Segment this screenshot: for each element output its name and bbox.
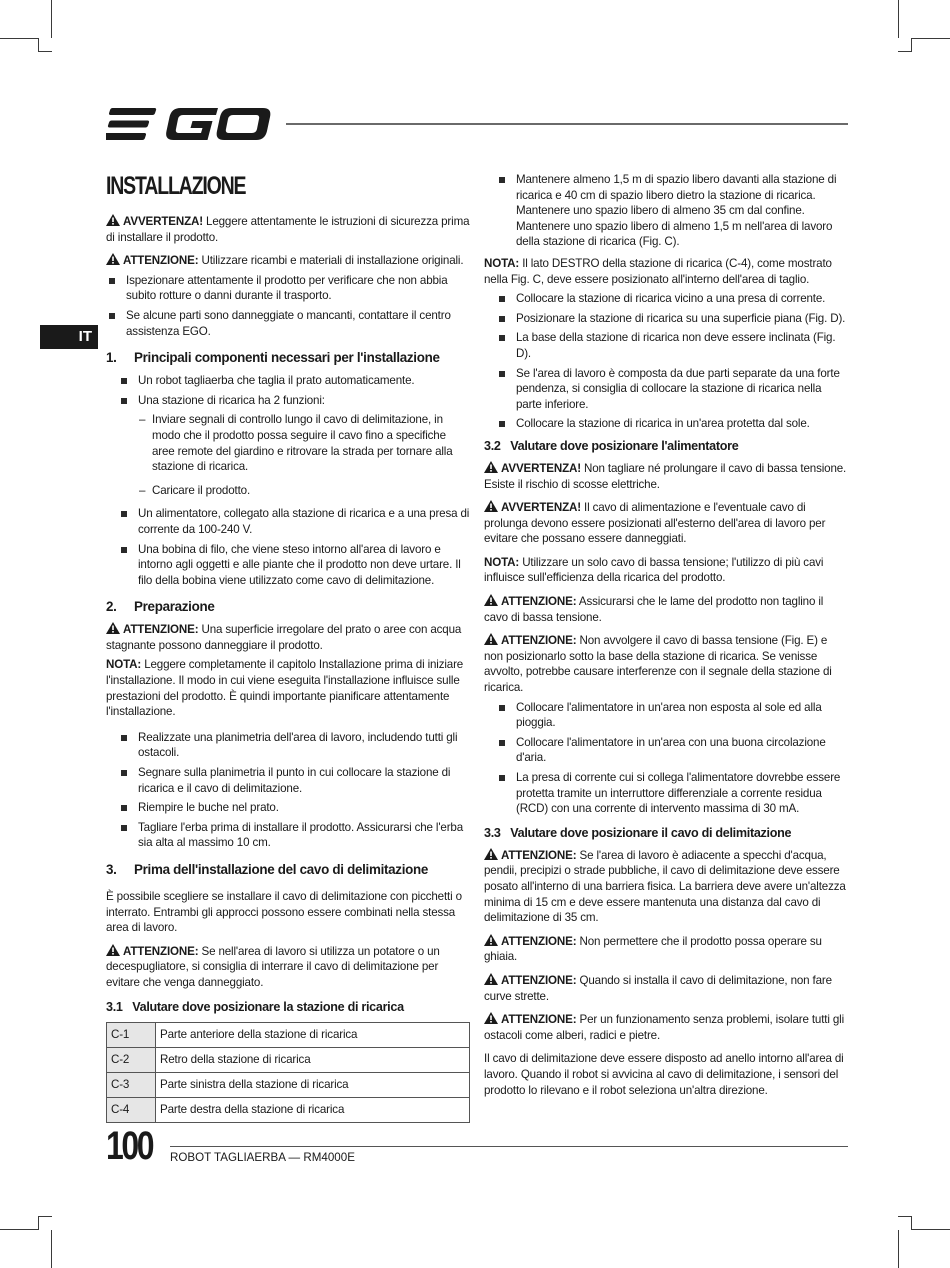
clearance-bullet-list bbox=[484, 172, 848, 250]
crop-mark bbox=[912, 38, 950, 39]
charging-station-parts-table bbox=[106, 1022, 470, 1123]
attention-label: ATTENZIONE: bbox=[123, 254, 199, 268]
attention-text: Per un funzionamento senza problemi, isolare tutti gli ostacoli come alberi, radici e pietre. bbox=[484, 1013, 845, 1042]
note-text: Leggere completamente il capitolo Installazione prima di iniziare l'installazione. Il modo in cui viene eseguita l'installazione influisce sulle prestazioni del prodotto. È quindi importante pianificare attentamente l'installazione. bbox=[106, 658, 464, 719]
attention-text: Una superficie irregolare del prato o aree con acqua stagnante possono danneggiare il prodotto. bbox=[106, 623, 462, 652]
attention-label: ATTENZIONE: bbox=[501, 595, 577, 609]
crop-mark bbox=[38, 38, 39, 52]
page-title: INSTALLAZIONE bbox=[106, 172, 246, 200]
intro-bullet-list bbox=[106, 273, 470, 339]
table-row: C-4 Parte destra della stazione di ricarica bbox=[107, 1097, 470, 1122]
attention-text: Assicurarsi che le lame del prodotto non taglino il cavo di bassa tensione. bbox=[484, 595, 824, 624]
list-item: Ispezionare attentamente il prodotto per verificare che non abbia subito rotture o danni durante il trasporto. bbox=[106, 273, 470, 304]
components-bullet-list-2 bbox=[106, 506, 470, 588]
warning-label: AVVERTENZA! bbox=[123, 215, 203, 228]
attention-paragraph bbox=[484, 1012, 848, 1043]
note-paragraph bbox=[484, 555, 848, 586]
list-item: Segnare sulla planimetria il punto in cui collocare la stazione di ricarica e il cavo di delimitazione. bbox=[106, 765, 470, 796]
list-item: Un alimentatore, collegato alla stazione di ricarica e a una presa di corrente da 100-240 V. bbox=[106, 506, 470, 537]
attention-paragraph bbox=[484, 934, 848, 965]
list-item: Mantenere almeno 1,5 m di spazio libero davanti alla stazione di ricarica e 40 cm di spazio libero dietro la stazione di ricarica. Mantenere uno spazio libero di almeno 35 cm dal confine. Mantenere uno spazio libero di almeno 1,5 m nell'area di lavoro della stazione di ricarica (Fig. C). bbox=[484, 172, 848, 250]
crop-mark bbox=[898, 51, 912, 52]
table-row: C-1 Parte anteriore della stazione di ricarica bbox=[107, 1022, 470, 1047]
list-item: Riempire le buche nel prato. bbox=[106, 800, 470, 816]
warning-text: Non tagliare né prolungare il cavo di bassa tensione. Esiste il rischio di scosse elettriche. bbox=[484, 461, 847, 491]
warning-label: AVVERTENZA! bbox=[501, 501, 581, 515]
crop-mark bbox=[0, 38, 38, 39]
list-item: – Inviare segnali di controllo lungo il cavo di delimitazione, in modo che il prodotto possa seguire il cavo fino a specifiche aree remote del giardino e ritrovare la strada per tornare alla stazione di ricarica. bbox=[139, 413, 453, 474]
right-column bbox=[484, 172, 848, 1106]
warning-paragraph bbox=[484, 461, 848, 492]
table-row: C-3 Parte sinistra della stazione di ricarica bbox=[107, 1072, 470, 1097]
preparation-bullet-list bbox=[106, 730, 470, 851]
section-heading-1: 1. Principali componenti necessari per l'installazione bbox=[106, 350, 440, 366]
attention-text: Se l'area di lavoro è adiacente a specchi d'acqua, pendii, precipizi o strade pubbliche, il cavo di delimitazione deve essere posato all'interno di una barriera fisica. La barriera deve avere un'altezza minima di 15 cm e deve essere mantenuta una distanza dal cavo di delimitazione di 35 cm. bbox=[484, 848, 846, 925]
crop-mark bbox=[911, 38, 912, 52]
note-label: NOTA: bbox=[484, 256, 520, 270]
crop-mark bbox=[898, 1216, 912, 1217]
note-text: Utilizzare un solo cavo di bassa tensione; l'utilizzo di più cavi influisce sull'efficienza della ricarica del prodotto. bbox=[484, 555, 824, 585]
attention-label: ATTENZIONE: bbox=[501, 1013, 577, 1027]
functions-dash-list bbox=[106, 412, 470, 498]
subsection-heading-3-1: 3.1 Valutare dove posizionare la stazione di ricarica bbox=[106, 999, 404, 1014]
note-paragraph bbox=[484, 256, 848, 287]
section-heading-3: 3. Prima dell'installazione del cavo di delimitazione bbox=[106, 862, 429, 877]
crop-mark bbox=[51, 0, 52, 38]
crop-mark bbox=[898, 1230, 899, 1268]
footer-rule bbox=[170, 1146, 848, 1147]
section-heading-2: 2. Preparazione bbox=[106, 599, 215, 615]
subsection-heading-3-2: 3.2 Valutare dove posizionare l'alimentatore bbox=[484, 438, 739, 453]
list-item: Un robot tagliaerba che taglia il prato automaticamente. bbox=[106, 373, 470, 389]
attention-paragraph bbox=[106, 944, 470, 991]
note-label: NOTA: bbox=[106, 658, 142, 672]
list-item: Tagliare l'erba prima di installare il prodotto. Assicurarsi che l'erba sia alta al massimo 10 cm. bbox=[106, 820, 470, 851]
list-item: Collocare l'alimentatore in un'area non esposta al sole ed alla pioggia. bbox=[484, 700, 848, 731]
attention-label: ATTENZIONE: bbox=[501, 973, 577, 987]
crop-mark bbox=[38, 1216, 39, 1230]
list-item: Posizionare la stazione di ricarica su una superficie piana (Fig. D). bbox=[484, 311, 848, 327]
note-text: Il lato DESTRO della stazione di ricarica (C-4), come mostrato nella Fig. C, deve essere posizionato all'interno dell'area di taglio. bbox=[484, 256, 832, 286]
attention-label: ATTENZIONE: bbox=[501, 934, 577, 948]
list-item: La base della stazione di ricarica non deve essere inclinata (Fig. D). bbox=[484, 330, 848, 361]
attention-paragraph bbox=[484, 848, 848, 926]
footer-product-label: ROBOT TAGLIAERBA — RM4000E bbox=[170, 1151, 355, 1164]
warning-triangle-icon bbox=[484, 500, 498, 512]
crop-mark bbox=[38, 51, 52, 52]
warning-triangle-icon bbox=[106, 253, 120, 265]
subsection-heading-3-3: 3.3 Valutare dove posizionare il cavo di delimitazione bbox=[484, 825, 792, 840]
crop-mark bbox=[911, 1216, 912, 1230]
crop-mark bbox=[51, 1230, 52, 1268]
attention-text: Se nell'area di lavoro si utilizza un potatore o un decespugliatore, si consiglia di interrare il cavo di delimitazione per evitare che venga danneggiato. bbox=[106, 944, 440, 989]
warning-triangle-icon bbox=[484, 633, 498, 645]
left-column bbox=[106, 170, 470, 1123]
body-paragraph: Il cavo di delimitazione deve essere disposto ad anello intorno all'area di lavoro. Quando il robot si avvicina al cavo di delimitazione, i sensori del prodotto lo rilevano e il robot seleziona un'altra direzione. bbox=[484, 1052, 844, 1097]
warning-triangle-icon bbox=[484, 594, 498, 606]
list-item: Se l'area di lavoro è composta da due parti separate da una forte pendenza, si consiglia di collocare la stazione di ricarica nella parte inferiore. bbox=[484, 366, 848, 413]
list-item: Una bobina di filo, che viene steso intorno all'area di lavoro e intorno agli oggetti e alle piante che il prodotto non deve urtare. Il filo della bobina viene utilizzato come cavo di delimitazione. bbox=[106, 542, 470, 589]
components-bullet-list bbox=[106, 373, 470, 408]
list-item: Collocare l'alimentatore in un'area con una buona circolazione d'aria. bbox=[484, 735, 848, 766]
warning-triangle-icon bbox=[484, 934, 498, 946]
crop-mark bbox=[0, 1229, 38, 1230]
crop-mark bbox=[912, 1229, 950, 1230]
language-tab: IT bbox=[40, 325, 98, 349]
crop-mark bbox=[898, 0, 899, 38]
list-item: – Caricare il prodotto. bbox=[139, 483, 251, 497]
header-rule bbox=[286, 123, 848, 125]
warning-triangle-icon bbox=[106, 214, 120, 226]
page-number: 100 bbox=[106, 1124, 153, 1168]
warning-triangle-icon bbox=[484, 848, 498, 860]
warning-triangle-icon bbox=[484, 461, 498, 473]
warning-text: Leggere attentamente le istruzioni di sicurezza prima di installare il prodotto. bbox=[106, 215, 470, 244]
attention-text: Utilizzare ricambi e materiali di installazione originali. bbox=[201, 254, 464, 268]
attention-paragraph bbox=[484, 973, 848, 1004]
warning-triangle-icon bbox=[484, 1012, 498, 1024]
warning-label: AVVERTENZA! bbox=[501, 461, 581, 475]
list-item: Collocare la stazione di ricarica vicino a una presa di corrente. bbox=[484, 291, 848, 307]
ego-logo bbox=[106, 104, 276, 144]
warning-triangle-icon bbox=[106, 944, 120, 956]
list-item: Collocare la stazione di ricarica in un'area protetta dal sole. bbox=[484, 416, 848, 432]
table-row: C-2 Retro della stazione di ricarica bbox=[107, 1047, 470, 1072]
warning-paragraph bbox=[106, 214, 470, 245]
attention-paragraph bbox=[106, 253, 470, 269]
attention-paragraph bbox=[106, 622, 470, 653]
attention-text: Quando si installa il cavo di delimitazione, non fare curve strette. bbox=[484, 973, 832, 1003]
power-supply-bullet-list bbox=[484, 700, 848, 817]
attention-paragraph bbox=[484, 633, 848, 695]
list-item: La presa di corrente cui si collega l'alimentatore dovrebbe essere protetta tramite un interruttore differenziale a corrente residua (RCD) con una corrente di intervento massima di 30 mA. bbox=[484, 770, 848, 817]
crop-mark bbox=[38, 1216, 52, 1217]
attention-label: ATTENZIONE: bbox=[501, 634, 577, 648]
list-item: Realizzate una planimetria dell'area di lavoro, includendo tutti gli ostacoli. bbox=[106, 730, 470, 761]
list-item: Se alcune parti sono danneggiate o mancanti, contattare il centro assistenza EGO. bbox=[106, 308, 470, 339]
attention-text: Non avvolgere il cavo di bassa tensione (Fig. E) e non posizionarlo sotto la base della stazione di ricarica. Se venisse avvolto, potrebbe causare interferenze con il segnale della stazione di ricarica. bbox=[484, 634, 832, 695]
attention-text: Non permettere che il prodotto possa operare su ghiaia. bbox=[484, 934, 822, 964]
attention-label: ATTENZIONE: bbox=[123, 623, 199, 637]
note-label: NOTA: bbox=[484, 555, 520, 569]
attention-paragraph bbox=[484, 594, 848, 625]
list-item: Una stazione di ricarica ha 2 funzioni: bbox=[106, 393, 470, 409]
warning-paragraph bbox=[484, 500, 848, 547]
warning-triangle-icon bbox=[484, 973, 498, 985]
warning-triangle-icon bbox=[106, 622, 120, 634]
warning-text: Il cavo di alimentazione e l'eventuale cavo di prolunga devono essere posizionati all'esterno dell'area di lavoro per evitare che possano essere danneggiati. bbox=[484, 501, 826, 546]
station-placement-bullet-list bbox=[484, 291, 848, 432]
note-paragraph bbox=[106, 657, 470, 719]
attention-label: ATTENZIONE: bbox=[123, 944, 199, 958]
body-paragraph: È possibile scegliere se installare il cavo di delimitazione con picchetti o interrato. Entrambi gli approcci possono essere combinati nella stessa area di lavoro. bbox=[106, 890, 462, 935]
attention-label: ATTENZIONE: bbox=[501, 848, 577, 862]
